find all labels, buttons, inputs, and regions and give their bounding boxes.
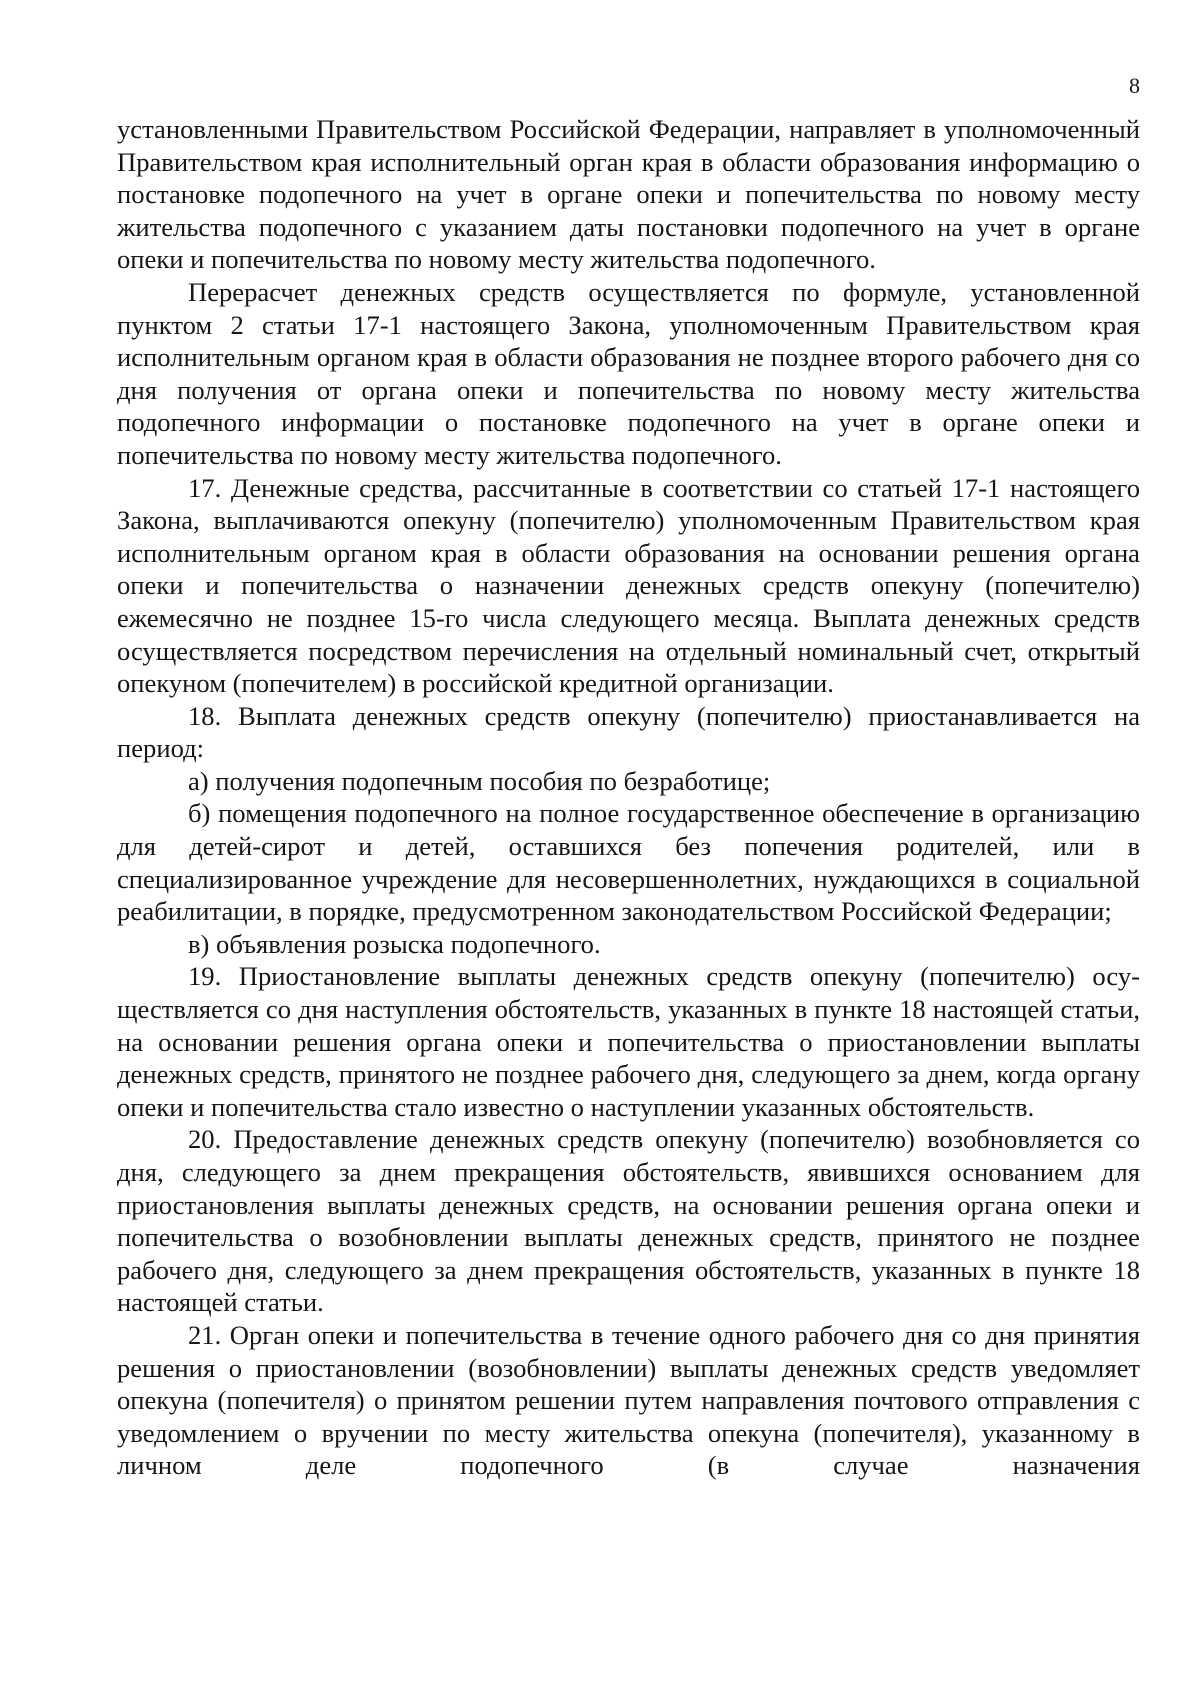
paragraph-item-18: 18. Выплата денежных средств опекуну (попечителю) приостанавливается на период: <box>117 700 1140 764</box>
paragraph-item-21: 21. Орган опеки и попечительства в течение одного рабочего дня со дня принятия решения о приостановлении (возобновлении) выплаты денежных средств уведомляет опекуна (попечителя) о принятом решении путем направления почтового отправления с уведомлением о вручении по месту жительства опекуна (попечителя), указанному в личном деле подопечного (в случае назначения <box>117 1319 1140 1481</box>
paragraph-item-17: 17. Денежные средства, рассчитанные в соответствии со статьей 17-1 настоящего Закона, выплачиваются опекуну (попечителю) уполномоченным Правительством края исполнительным органом края в области образования на основании решения органа опеки и попечительства о назначении денежных средств опекуну (попечителю) ежемесячно не позднее 15-го числа следующего месяца. Выплата денежных средств осуществляется посредством перечисления на отдельный номинальный счет, открытый опекуном (попечителем) в российской кредитной организации. <box>117 472 1140 699</box>
paragraph-recalculation: Перерасчет денежных средств осуществляется по формуле, установленной пунктом 2 статьи 17-1 настоящего Закона, уполномоченным Правительством края исполнительным органом края в области образования не позднее второго рабочего дня со дня получения от органа опеки и попечительства по новому месту жительства подопечного информации о постановке подопечного на учет в органе опеки и попечительства по новому месту жительства подопечного. <box>117 276 1140 470</box>
paragraph-continuation: установленными Правительством Российской Федерации, направляет в уполномоченный Правительством края исполнительный орган края в области образования информацию о постановке подопечного на учет в органе опеки и попечительства по новому месту жительства подопечного с указанием даты постановки подопечного на учет в органе опеки и попечительства по новому месту жительства подопечного. <box>117 114 1140 275</box>
document-body <box>117 113 1140 1482</box>
paragraph-item-20: 20. Предоставление денежных средств опекуну (попечителю) возобновляется со дня, следующего за днем прекращения обстоятельств, явившихся основанием для приостановления выплаты денежных средств, на основании решения органа опеки и попечительства о возобновлении выплаты денежных средств, принятого не позднее рабочего дня, следующего за днем прекращения обстоятельств, указанных в пункте 18 настоящей статьи. <box>117 1124 1140 1318</box>
page-number: 8 <box>1129 73 1140 98</box>
paragraph-subitem-b: б) помещения подопечного на полное государственное обеспечение в организацию для детей-сирот и детей, оставшихся без попечения родителей, или в специализированное учреждение для несовершеннолетних, нуждающихся в социальной реабилитации, в порядке, предусмотренном законодательством Российской Федерации; <box>117 798 1140 927</box>
paragraph-subitem-a: а) получения подопечным пособия по безработице; <box>188 765 771 796</box>
paragraph-subitem-v: в) объявления розыска подопечного. <box>188 928 601 959</box>
paragraph-item-19: 19. Приостановление выплаты денежных средств опекуну (попечителю) осуществляется со дня наступления обстоятельств, указанных в пункте 18 настоящей статьи, на основании решения органа опеки и попечительства о приостановлении выплаты денежных средств, принятого не позднее рабочего дня, следующего за днем, когда органу опеки и попечительства стало известно о наступлении указанных обстоятельств. <box>117 961 1140 1122</box>
